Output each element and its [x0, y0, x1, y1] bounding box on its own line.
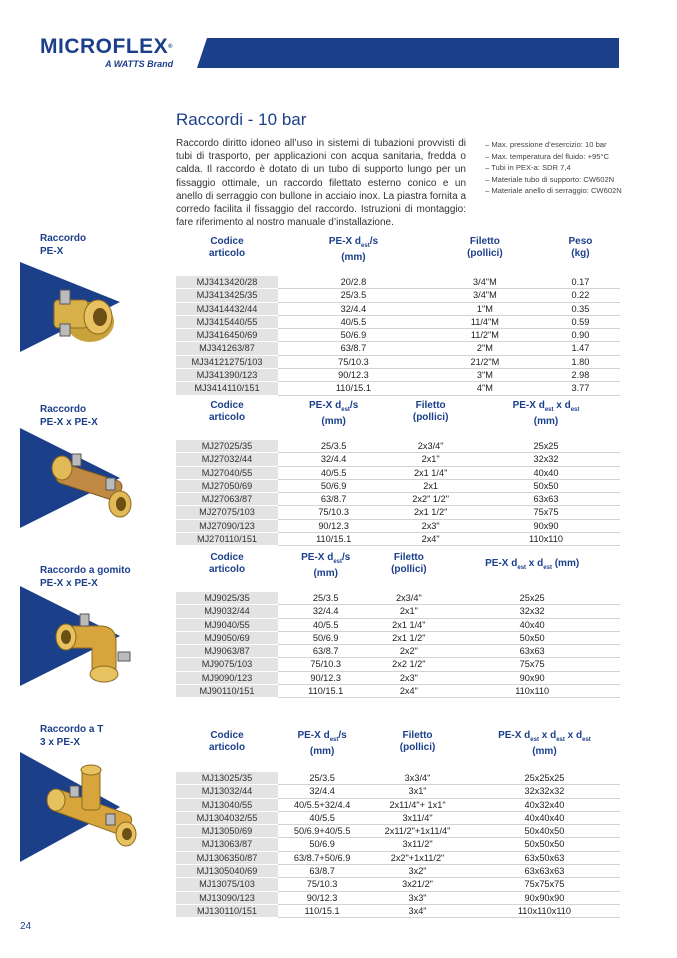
- col-header-pex: PE-X $d_{est}/s$ (mm): [301, 552, 351, 579]
- page-number: 24: [20, 921, 32, 932]
- table-row: MJ341263/87 63/8.7 2"M 1.47: [176, 342, 620, 355]
- table-row: MJ1305040/69 63/8.7 3x2" 63x63x63: [176, 865, 620, 878]
- table-row: MJ3413420/28 20/2.8 3/4"M 0.17: [176, 276, 620, 289]
- table-row: MJ13032/44 32/4.4 3x1" 32x32x32: [176, 785, 620, 798]
- table-row: MJ9090/123 90/12.3 2x3" 90x90: [176, 671, 620, 684]
- table-row: MJ13050/69 50/6.9+40/5.5 2x11/2"+1x11/4" 50x40x50: [176, 825, 620, 838]
- table-row: MJ13075/103 75/10.3 3x21/2" 75x75x75: [176, 878, 620, 891]
- table-row: MJ9025/35 25/3.5 2x3/4" 25x25: [176, 592, 620, 605]
- table-row: MJ9063/87 63/8.7 2x2" 63x63: [176, 645, 620, 658]
- col-header-thread: Filetto (pollici): [391, 552, 427, 575]
- logo: MICROFLEX® A WATTS Brand: [40, 35, 174, 69]
- spec-item: – Max. temperatura del fluido: +95°C: [485, 151, 609, 161]
- table-row: MJ9075/103 75/10.3 2x2 1/2" 75x75: [176, 658, 620, 671]
- col-header-weight: Peso (kg): [568, 236, 593, 259]
- table-row: MJ3414110/151 110/15.1 4"M 3.77: [176, 382, 620, 395]
- col-header-code: Codice articolo: [208, 236, 246, 259]
- coupling-fitting-image: [20, 428, 140, 538]
- table-row: MJ34121275/103 75/10.3 21/2"M 1.80: [176, 355, 620, 368]
- table-row: MJ27075/103 75/10.3 2x1 1/2" 75x75: [176, 506, 620, 519]
- table-row: MJ13025/35 25/3.5 3x3/4" 25x25x25: [176, 772, 620, 785]
- straight-fitting-image: [20, 262, 140, 362]
- spec-table: [176, 400, 620, 546]
- intro-text: Raccordo diritto idoneo all’uso in sistemi di tubazioni provvisti di tubi di trasporto, per applicazioni con acqua sanitaria, fredda o calda. Il raccordo è dotato di un tubo di supporto lungo per un fissaggio ottimale, un raccordo filettato esterno conico e un anello di serraggio con bullone in acciaio inox. La piastra fornita a corredo facilita il fissaggio del raccordo. Istruzioni di montaggio: fare riferimento al nostro manuale d’installazione.: [176, 138, 466, 229]
- col-header-dimensions: PE-X $d_{est}$ x $d_{est}$ (mm): [485, 558, 580, 571]
- spec-table: [176, 552, 620, 698]
- table-row: MJ3415440/55 40/5.5 11/4"M 0.59: [176, 315, 620, 328]
- table-row: MJ9040/55 40/5.5 2x1 1/4" 40x40: [176, 618, 620, 631]
- table-row: MJ341390/123 90/12.3 3"M 2.98: [176, 369, 620, 382]
- spec-item: – Max. pressione d’esercizio: 10 bar: [485, 140, 607, 149]
- product-title: Raccordo PE-X x PE-X: [40, 404, 98, 428]
- col-header-thread: Filetto (pollici): [412, 400, 449, 423]
- table-row: MJ3414432/44 32/4.4 1"M 0.35: [176, 302, 620, 315]
- header-band: [207, 38, 619, 68]
- tee-fitting-image: [20, 752, 140, 872]
- table-row: MJ3413425/35 25/3.5 3/4"M 0.22: [176, 289, 620, 302]
- spec-item: – Materiale tubo di supporto: CW602N: [485, 174, 615, 184]
- spec-table: [176, 236, 620, 396]
- table-row: MJ1304032/55 40/5.5 3x11/4" 40x40x40: [176, 811, 620, 824]
- col-header-code: Codice articolo: [208, 730, 246, 753]
- page-title: Raccordi - 10 bar: [176, 110, 307, 129]
- col-header-pex: PE-X $d_{est}/s$ (mm): [309, 400, 359, 427]
- product-title: Raccordo PE-X: [40, 233, 87, 257]
- col-header-pex: PE-X $d_{est}/s$ (mm): [297, 730, 347, 757]
- table-row: MJ1306350/87 63/8.7+50/6.9 2x2"+1x11/2" 63x50x63: [176, 851, 620, 864]
- col-header-dimensions: PE-X $d_{est}$ x $d_{est}$ (mm): [512, 400, 580, 427]
- col-header-pex: PE-X $d_{est}/s$ (mm): [328, 236, 379, 263]
- product-title: Raccordo a T 3 x PE-X: [40, 724, 104, 748]
- col-header-code: Codice articolo: [208, 400, 246, 423]
- table-row: MJ27025/35 25/3.5 2x3/4" 25x25: [176, 440, 620, 453]
- table-row: MJ13063/87 50/6.9 3x11/2" 50x50x50: [176, 838, 620, 851]
- col-header-code: Codice articolo: [208, 552, 246, 575]
- spec-item: – Materiale anello di serraggio: CW602N: [485, 186, 622, 195]
- table-row: MJ27032/44 32/4.4 2x1" 32x32: [176, 453, 620, 466]
- spec-table: [176, 730, 620, 918]
- col-header-thread: Filetto (pollici): [399, 730, 436, 753]
- table-row: MJ27050/69 50/6.9 2x1 50x50: [176, 479, 620, 492]
- table-row: MJ9050/69 50/6.9 2x1 1/2" 50x50: [176, 631, 620, 644]
- spec-list: [485, 139, 635, 197]
- spec-item: – Tubi in PEX-a: SDR 7,4: [485, 163, 571, 172]
- table-row: MJ270110/151 110/15.1 2x4" 110x110: [176, 533, 620, 546]
- product-title: Raccordo a gomito PE-X x PE-X: [40, 565, 131, 589]
- table-row: MJ130110/151 110/15.1 3x4" 110x110x110: [176, 904, 620, 917]
- col-header-thread: Filetto (pollici): [467, 236, 503, 259]
- table-row: MJ90110/151 110/15.1 2x4" 110x110: [176, 685, 620, 698]
- table-row: MJ3416450/69 50/6.9 11/2"M 0.90: [176, 329, 620, 342]
- table-row: MJ13040/55 40/5.5+32/4.4 2x11/4"+ 1x1" 40x32x40: [176, 798, 620, 811]
- elbow-fitting-image: [20, 586, 140, 696]
- table-row: MJ13090/123 90/12.3 3x3" 90x90x90: [176, 891, 620, 904]
- table-row: MJ27040/55 40/5.5 2x1 1/4" 40x40: [176, 466, 620, 479]
- table-row: MJ27090/123 90/12.3 2x3" 90x90: [176, 519, 620, 532]
- table-row: MJ9032/44 32/4.4 2x1" 32x32: [176, 605, 620, 618]
- col-header-dimensions: PE-X $d_{est}$ x $d_{est}$ x $d_{est}$ (mm): [498, 730, 591, 757]
- table-row: MJ27063/87 63/8.7 2x2" 1/2" 63x63: [176, 493, 620, 506]
